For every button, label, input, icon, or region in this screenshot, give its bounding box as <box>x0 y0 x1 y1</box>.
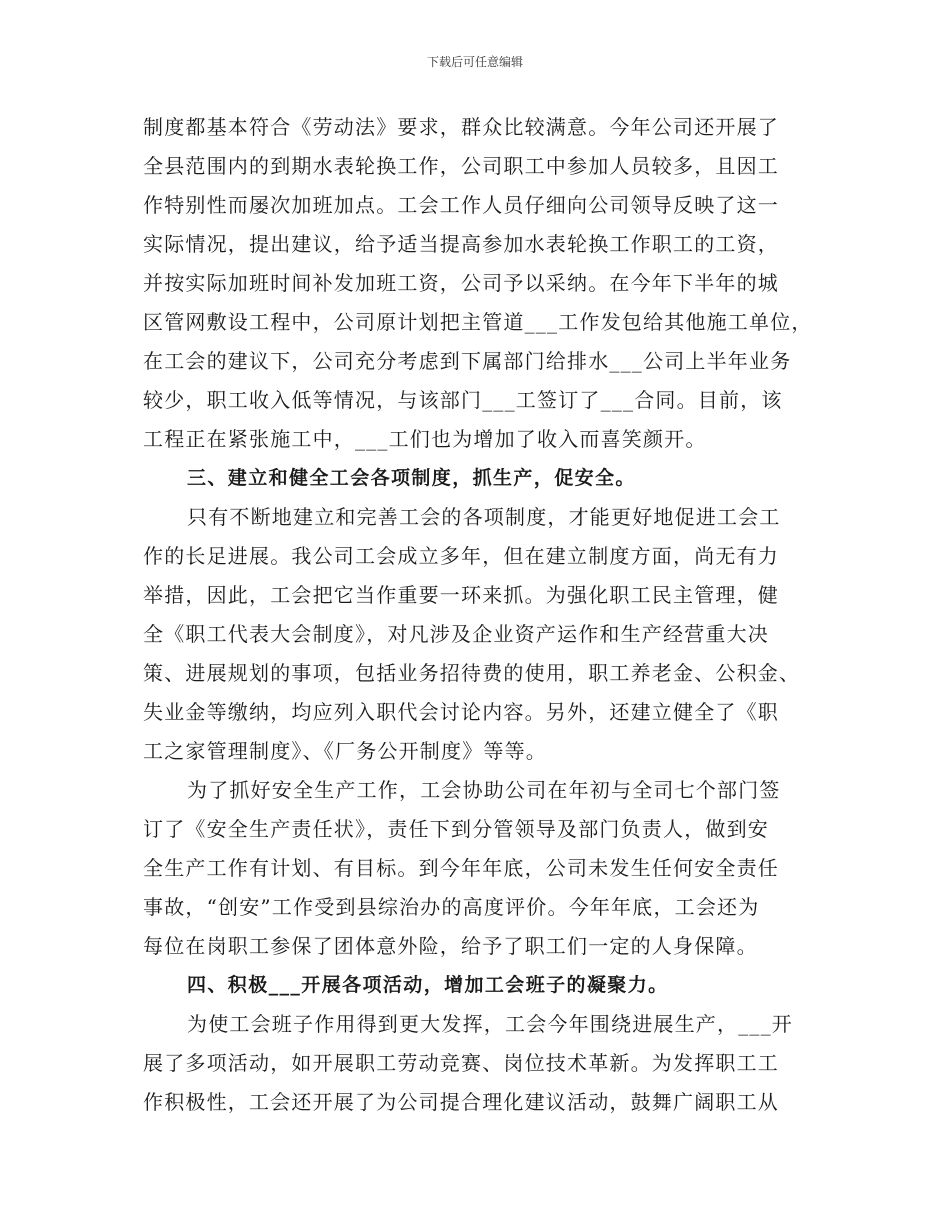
document-body <box>143 108 828 1122</box>
text-line: 失业金等缴纳，均应列入职代会讨论内容。另外，还建立健全了《职 <box>143 700 779 724</box>
text-line: 全县范围内的到期水表轮换工作，公司职工中参加人员较多，且因工 <box>143 154 779 178</box>
text-line: 每位在岗职工参保了团体意外险，给予了职工们一定的人身保障。 <box>143 934 758 958</box>
text-line: 作的长足进展。我公司工会成立多年，但在建立制度方面，尚无有力 <box>143 544 779 568</box>
section-heading-3: 三、建立和健全工会各项制度，抓生产，促安全。 <box>187 467 636 489</box>
text-line: 作积极性，工会还开展了为公司提合理化建议活动，鼓舞广阔职工从 <box>143 1090 779 1114</box>
text-line: 全生产工作有计划、有目标。到今年年底，公司未发生任何安全责任 <box>143 856 779 880</box>
text-line: 举措，因此，工会把它当作重要一环来抓。为强化职工民主管理，健 <box>143 583 779 607</box>
text-line: 全《职工代表大会制度》，对凡涉及企业资产运作和生产经营重大决 <box>143 622 769 646</box>
text-line: 并按实际加班时间补发加班工资，公司予以采纳。在今年下半年的城 <box>143 271 779 295</box>
text-line: 区管网敷设工程中，公司原计划把主管道___工作发包给其他施工单位， <box>143 310 813 334</box>
section-heading-4: 四、积极___开展各项活动，增加工会班子的凝聚力。 <box>187 974 669 996</box>
text-line: 作特别性而屡次加班加点。工会工作人员仔细向公司领导反映了这一 <box>143 193 779 217</box>
text-line: 订了《安全生产责任状》，责任下到分管领导及部门负责人，做到安 <box>143 817 769 841</box>
text-line: 策、进展规划的事项，包括业务招待费的使用，职工养老金、公积金、 <box>143 661 801 685</box>
text-line: 工之家管理制度》、《厂务公开制度》等等。 <box>143 739 547 763</box>
text-line: 展了多项活动，如开展职工劳动竞赛、岗位技术革新。为发挥职工工 <box>143 1051 779 1075</box>
text-line: 较少，职工收入低等情况，与该部门___工签订了___合同。目前，该 <box>143 388 783 412</box>
paragraph-start: 为使工会班子作用得到更大发挥，工会今年围绕进展生产，___开 <box>187 1012 793 1036</box>
text-line: 在工会的建议下，公司充分考虑到下属部门给排水___公司上半年业务 <box>143 349 792 373</box>
page-header: 下载后可任意编辑 <box>426 55 523 69</box>
paragraph-start: 为了抓好安全生产工作，工会协助公司在年初与全司七个部门签 <box>187 778 781 802</box>
text-line: 制度都基本符合《劳动法》要求，群众比较满意。今年公司还开展了 <box>143 115 779 139</box>
paragraph-start: 只有不断地建立和完善工会的各项制度，才能更好地促进工会工 <box>187 505 781 529</box>
text-line: 实际情况，提出建议，给予适当提高参加水表轮换工作职工的工资， <box>143 232 779 256</box>
text-line: 事故，“创安”工作受到县综治办的高度评价。今年年底，工会还为 <box>143 895 760 919</box>
text-line: 工程正在紧张施工中，___工们也为增加了收入而喜笑颜开。 <box>143 427 707 451</box>
